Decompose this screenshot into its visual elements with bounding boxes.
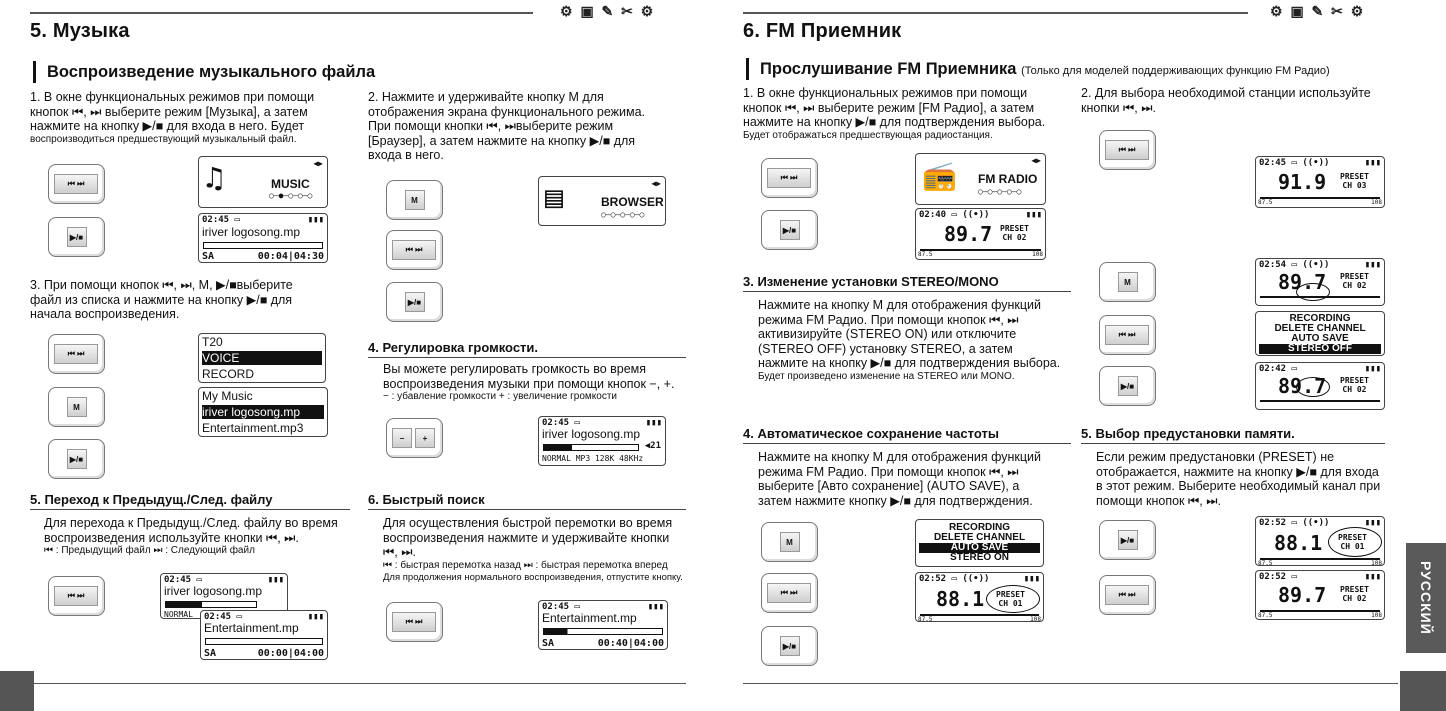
mode-icons-right: ⚙ ▣ ✎ ✂ ⚙ <box>1270 3 1366 19</box>
fm-freq-screen-1: 02:40 ▭ ((•)) ▮▮▮ 89.7 PRESET CH 02 87.5 108 <box>915 208 1046 260</box>
button-pad-prev-next: ⏮ ⏭ <box>48 164 105 204</box>
fm-freq-screen-6: 02:52 ▭ ((•)) ▮▮▮ 88.1 PRESET CH 01 87.5 108 <box>1255 516 1385 566</box>
paragraph-2: 2. Нажмите и удерживайте кнопку M для отображения экрана функционального режима. При помощи кнопки ⏮, ⏭выберите режим [Браузер], а затем нажмите на кнопку ▶/■ для входа в него. <box>368 90 646 162</box>
fm-freq-screen-4: 02:42 ▭ ▮▮▮ 89.7 PRESET CH 02 <box>1255 362 1385 410</box>
fm-paragraph-3: Нажмите на кнопку M для отображения функций режима FM Радио. При помощи кнопок ⏮, ⏭ активизируйте (STEREO ON) или отключите (STEREO OFF) установку STEREO, а затем нажмите на кнопку ▶/■ для подтверждения выбора. Будет произведено изменение на STEREO или MONO. <box>758 298 1061 382</box>
fm-button-pad-prev-next: ⏮ ⏭ <box>761 158 818 198</box>
fm-freq-screen-5: 02:52 ▭ ((•)) ▮▮▮ 88.1 PRESET CH 01 87.5 108 <box>915 572 1044 622</box>
fm-button-pad-m-2: M <box>761 522 818 562</box>
button-pad-prev-next-2: ⏮ ⏭ <box>386 230 443 270</box>
fm-button-pad-play-2: ▶/■ <box>1099 366 1156 406</box>
section-title-music: Воспроизведение музыкального файла <box>33 61 375 83</box>
music-playback-screen: 02:45 ▭ ▮▮▮ iriver logosong.mp SA 00:04|04:30 <box>198 213 328 263</box>
heading-volume: 4. Регулировка громкости. <box>368 340 686 358</box>
fm-button-pad-prev-next-4: ⏮ ⏭ <box>761 573 818 613</box>
fm-button-pad-prev-next-2: ⏮ ⏭ <box>1099 130 1156 170</box>
section-title-fm: Прослушивание FM Приемника (Только для моделей поддерживающих функцию FM Радио) <box>746 58 1330 80</box>
heading-auto-save: 4. Автоматическое сохранение частоты <box>743 426 1071 444</box>
page-title-music: 5. Музыка <box>30 20 130 42</box>
prev-file-screen: 02:45 ▭ ▮▮▮ iriver logosong.mp NORMAL <box>160 573 288 619</box>
fm-menu-screen-2: RECORDING DELETE CHANNEL AUTO SAVE STEREO ON <box>915 519 1044 567</box>
button-pad-prev-next-4: ⏮ ⏭ <box>48 576 105 616</box>
paragraph-3: 3. При помощи кнопок ⏮, ⏭, M, ▶/■выберите файл из списка и нажмите на кнопку ▶/■ для начала воспроизведения. <box>30 278 293 321</box>
fm-freq-screen-7: 02:52 ▭ ▮▮▮ 89.7 PRESET CH 02 87.5 108 <box>1255 570 1385 620</box>
paragraph-4: Вы можете регулировать громкость во время воспроизведения музыки при помощи кнопок −, +. − : убавление громкости + : увеличение громкости <box>383 362 675 402</box>
fm-button-pad-m: M <box>1099 262 1156 302</box>
mode-icons-left: ⚙ ▣ ✎ ✂ ⚙ <box>560 3 656 19</box>
browser-mode-screen: ▤ BROWSER ○—○—○—○—○ ◀▶ <box>538 176 666 226</box>
fm-paragraph-2: 2. Для выбора необходимой станции используйте кнопки ⏮, ⏭. <box>1081 86 1371 115</box>
volume-screen: 02:45 ▭ ▮▮▮ iriver logosong.mp ◀21 NORMAL MP3 128K 48KHz <box>538 416 666 466</box>
fm-button-pad-prev-next-5: ⏮ ⏭ <box>1099 575 1156 615</box>
fm-paragraph-5: Если режим предустановки (PRESET) не отображается, нажмите на кнопку ▶/■ для входа в этот режим. Выберите необходимый канал при помощи кнопок ⏮, ⏭. <box>1096 450 1381 508</box>
heading-preset: 5. Выбор предустановки памяти. <box>1081 426 1385 444</box>
button-pad-play-2: ▶/■ <box>386 282 443 322</box>
fm-button-pad-prev-next-3: ⏮ ⏭ <box>1099 315 1156 355</box>
fm-freq-screen-3: 02:54 ▭ ((•)) ▮▮▮ 89.7 PRESET CH 02 <box>1255 258 1385 306</box>
button-pad-prev-next-3: ⏮ ⏭ <box>48 334 105 374</box>
button-pad-prev-next-5: ⏮ ⏭ <box>386 602 443 642</box>
heading-stereo-mono: 3. Изменение установки STEREO/MONO <box>743 274 1071 292</box>
fm-freq-screen-2: 02:45 ▭ ((•)) ▮▮▮ 91.9 PRESET CH 03 87.5 108 <box>1255 156 1385 208</box>
fm-menu-screen-1: RECORDING DELETE CHANNEL AUTO SAVE STEREO OFF <box>1255 311 1385 356</box>
heading-prev-next: 5. Переход к Предыдущ./След. файлу <box>30 492 350 510</box>
fm-paragraph-1: 1. В окне функциональных режимов при помощи кнопок ⏮, ⏭ выберите режим [FM Радио], а затем нажмите на кнопку ▶/■ для подтверждения выбора. Будет отображаться предшествующая радиостанция. <box>743 86 1046 141</box>
paragraph-5: Для перехода к Предыдущ./След. файлу во время воспроизведения используйте кнопки ⏮, ⏭. ⏮ : Предыдущий файл ⏭ : Следующий файл <box>44 516 338 556</box>
button-pad-m: M <box>386 180 443 220</box>
fast-search-screen: 02:45 ▭ ▮▮▮ Entertainment.mp SA 00:40|04:00 <box>538 600 668 650</box>
fm-button-pad-play-3: ▶/■ <box>761 626 818 666</box>
button-pad-play-3: ▶/■ <box>48 439 105 479</box>
fm-button-pad-play-4: ▶/■ <box>1099 520 1156 560</box>
fm-mode-screen: 📻 FM RADIO ○—○—○—○—○ ◀▶ <box>915 153 1046 205</box>
button-pad-m-2: M <box>48 387 105 427</box>
next-file-screen: 02:45 ▭ ▮▮▮ Entertainment.mp SA 00:00|04:00 <box>200 610 328 660</box>
browser-list-screen-2: My Music iriver logosong.mp Entertainment.mp3 <box>198 387 328 437</box>
music-mode-screen: ♫ MUSIC ○—●—○—○—○ ◀▶ <box>198 156 328 208</box>
heading-fast-search: 6. Быстрый поиск <box>368 492 686 510</box>
paragraph-6: Для осуществления быстрой перемотки во время воспроизведения нажмите и удерживайте кнопки ⏮, ⏭. ⏮ : быстрая перемотка назад ⏭ : быстрая перемотка вперед Для продолжения нормального воспроизведения, отпустите кнопку. <box>383 516 683 583</box>
button-pad-volume: − + <box>386 418 443 458</box>
browser-list-screen-1: T20 VOICE RECORD <box>198 333 326 383</box>
paragraph-1: 1. В окне функциональных режимов при помощи кнопок ⏮, ⏭ выберите режим [Музыка], а затем нажмите на кнопку ▶/■ для входа в него. Будет воспроизводиться предшествующий музыкальный файл. <box>30 90 315 145</box>
fm-paragraph-4: Нажмите на кнопку M для отображения функций режима FM Радио. При помощи кнопок ⏮, ⏭ выберите [Авто сохранение] (AUTO SAVE), а затем нажмите кнопку ▶/■ для подтверждения. <box>758 450 1042 508</box>
language-tab: РУССКИЙ <box>1406 543 1446 653</box>
button-pad-play: ▶/■ <box>48 217 105 257</box>
page-title-fm: 6. FM Приемник <box>743 20 902 42</box>
fm-button-pad-play: ▶/■ <box>761 210 818 250</box>
